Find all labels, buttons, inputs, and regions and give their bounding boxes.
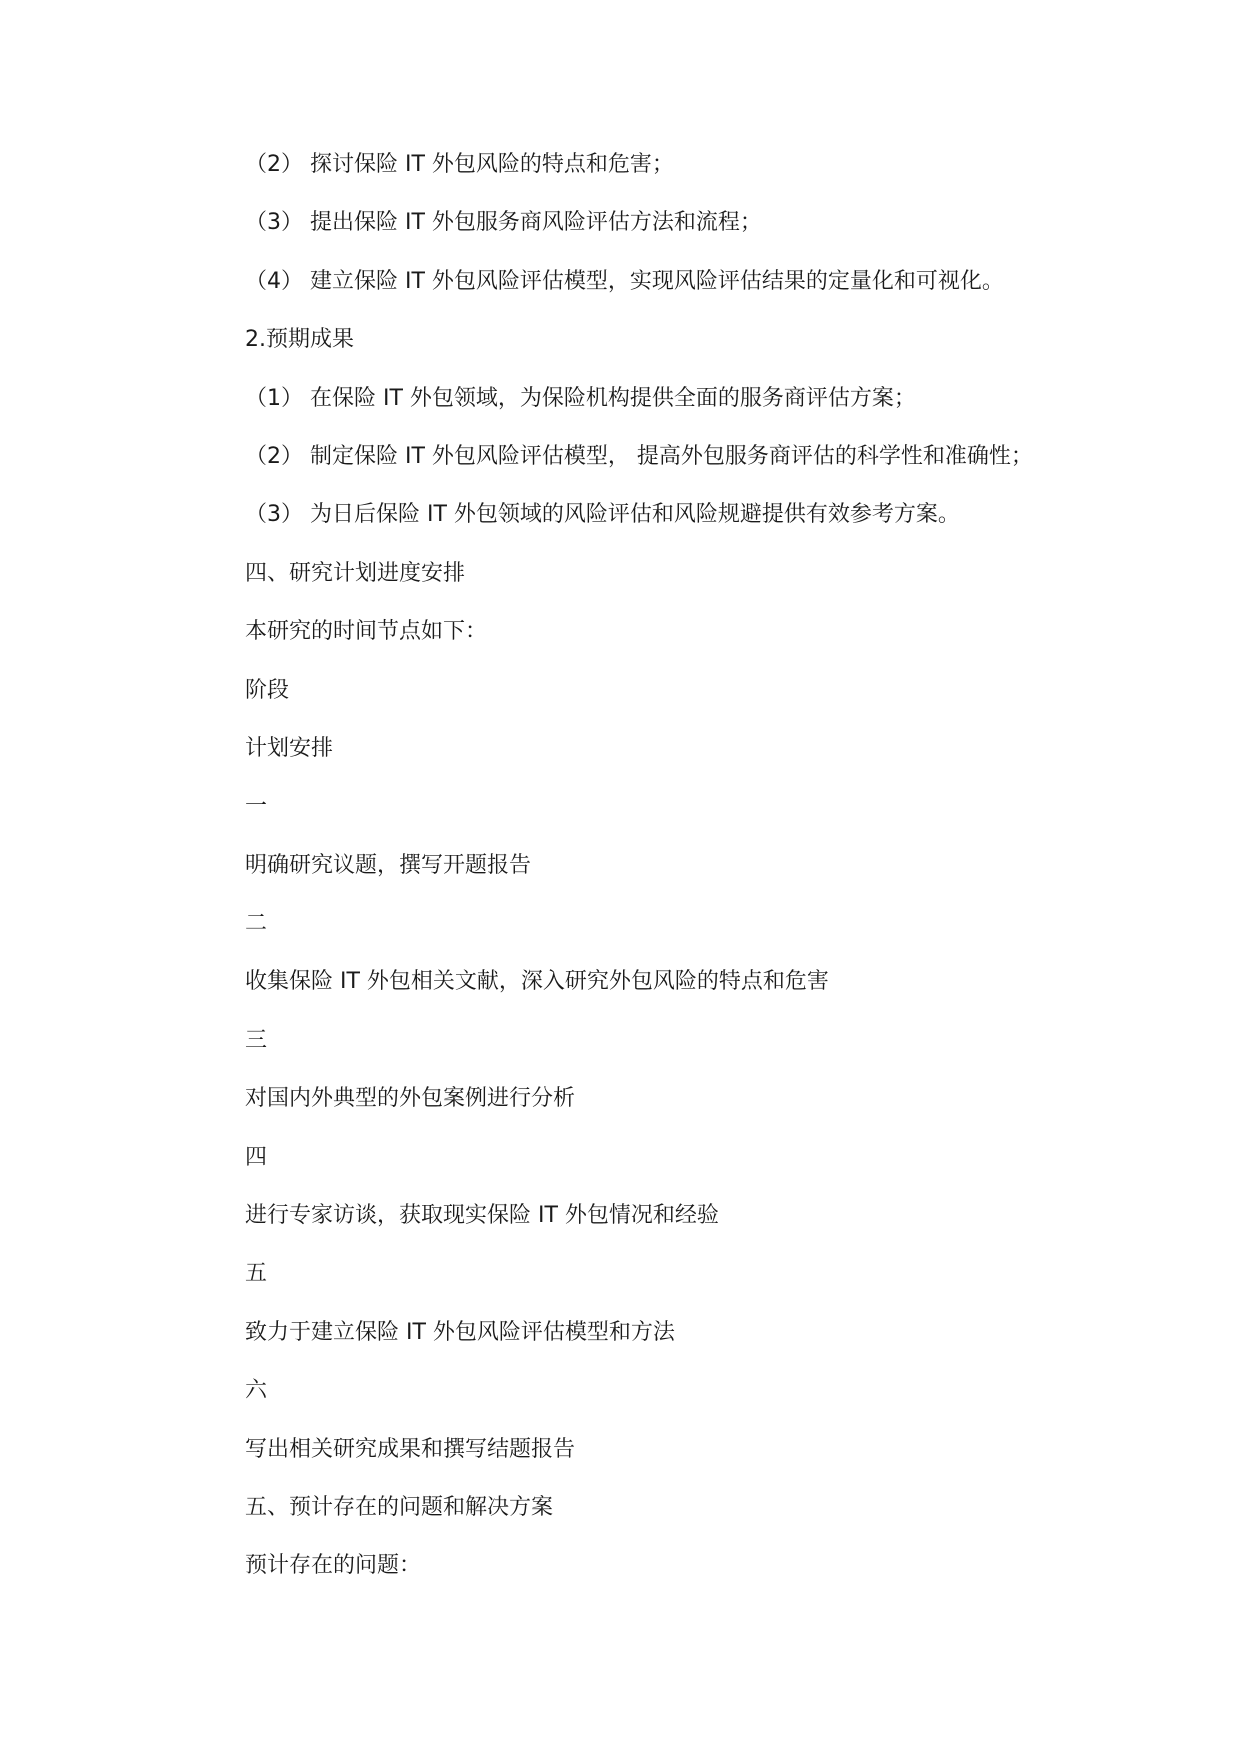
objective-item-4: （4） 建立保险 IT 外包风险评估模型，实现风险评估结果的定量化和可视化。 (245, 268, 1004, 294)
schedule-plan-3: 对国内外典型的外包案例进行分析 (245, 1086, 576, 1112)
schedule-stage-4: 四 (245, 1144, 268, 1170)
result-item-1: （1） 在保险 IT 外包领域，为保险机构提供全面的服务商评估方案； (245, 385, 916, 411)
section-heading-expected-results: 2.预期成果 (245, 327, 354, 353)
document-body (245, 150, 1145, 1610)
section-heading-schedule: 四、研究计划进度安排 (245, 560, 466, 586)
schedule-stage-5: 五 (245, 1261, 268, 1287)
objective-item-3: （3） 提出保险 IT 外包服务商风险评估方法和流程； (245, 210, 762, 236)
objective-item-2: （2） 探讨保险 IT 外包风险的特点和危害； (245, 152, 674, 177)
result-item-3: （3） 为日后保险 IT 外包领域的风险评估和风险规避提供有效参考方案。 (245, 502, 960, 528)
schedule-stage-3: 三 (245, 1027, 268, 1053)
schedule-header-plan: 计划安排 (245, 735, 334, 761)
schedule-stage-2: 二 (245, 911, 268, 937)
result-item-2: （2） 制定保险 IT 外包风险评估模型， 提高外包服务商评估的科学性和准确性； (245, 443, 1033, 469)
schedule-stage-1: 一 (245, 794, 268, 820)
schedule-intro: 本研究的时间节点如下： (245, 619, 488, 645)
section-heading-problems: 五、预计存在的问题和解决方案 (245, 1494, 554, 1520)
problems-intro: 预计存在的问题： (245, 1553, 422, 1579)
schedule-plan-6: 写出相关研究成果和撰写结题报告 (245, 1436, 576, 1462)
schedule-plan-1: 明确研究议题，撰写开题报告 (245, 852, 532, 878)
schedule-header-stage: 阶段 (245, 677, 290, 703)
schedule-plan-4: 进行专家访谈，获取现实保险 IT 外包情况和经验 (245, 1203, 719, 1229)
schedule-stage-6: 六 (245, 1378, 268, 1404)
schedule-plan-2: 收集保险 IT 外包相关文献，深入研究外包风险的特点和危害 (245, 969, 829, 995)
schedule-plan-5: 致力于建立保险 IT 外包风险评估模型和方法 (245, 1319, 675, 1345)
